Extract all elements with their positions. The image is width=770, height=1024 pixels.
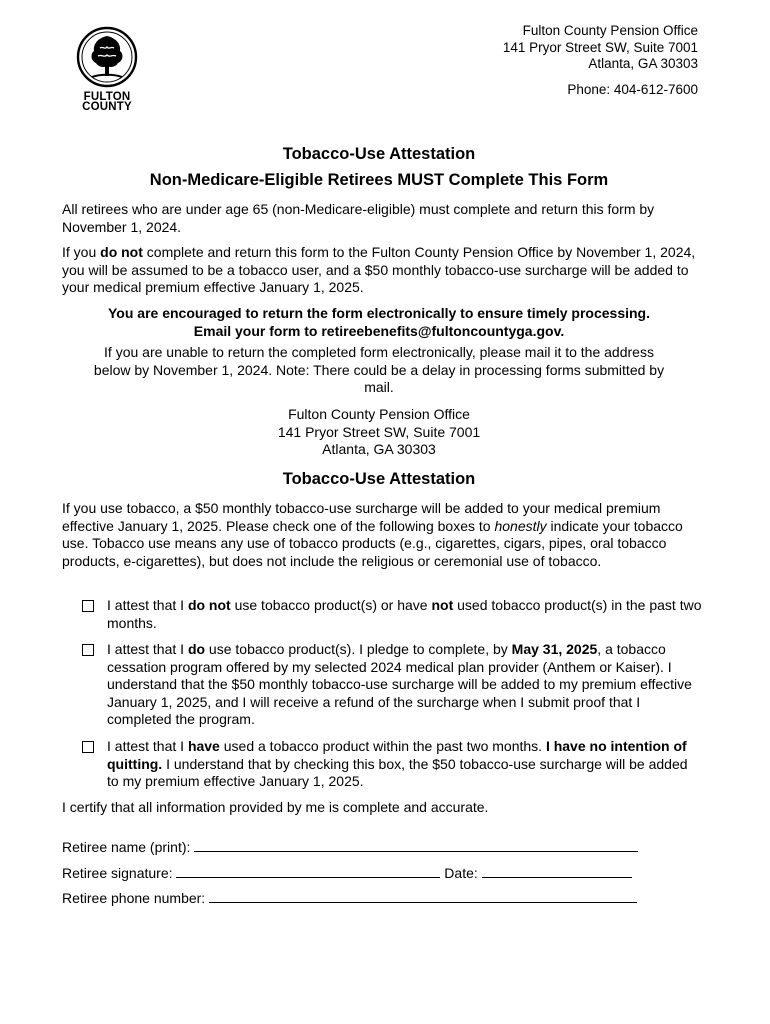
certify-statement: I certify that all information provided by me is complete and accurate.: [62, 799, 489, 815]
page-title: Tobacco-Use Attestation: [282, 145, 476, 163]
retiree-phone-label: Retiree phone number:: [62, 890, 206, 906]
intro-paragraph: All retirees who are under age 65 (non-Medicare-eligible) must complete and return this form by November 1, 2024.: [62, 201, 655, 235]
header-office: Fulton County Pension Office: [522, 23, 698, 38]
option-continuing-user-text: [107, 738, 703, 791]
checkbox-non-user[interactable]: [82, 600, 94, 612]
header-phone: Phone: 404-612-7600: [567, 81, 698, 97]
surcharge-post: indicate your tobacco use. Tobacco use means any use of tobacco products (e.g., cigarettes, cigars, pipes, oral tobacco products, e-cigarettes), but does not include the religious or ceremonial use of tobacco.: [62, 517, 683, 569]
retiree-name-row: [62, 837, 662, 856]
checkbox-quitting-user[interactable]: [82, 644, 94, 656]
retiree-name-field[interactable]: [194, 837, 638, 852]
opt1-d: not: [431, 597, 454, 613]
warning-paragraph: [62, 244, 702, 297]
mail-office: Fulton County Pension Office: [288, 406, 470, 422]
surcharge-paragraph: [62, 500, 702, 570]
logo-line-1: FULTON: [83, 91, 131, 103]
warning-pre: If you: [62, 244, 101, 260]
electronic-line-1: You are encouraged to return the form electronically to ensure timely processing.: [108, 305, 650, 321]
opt2-a: I attest that I: [107, 641, 188, 657]
attestation-heading: Tobacco-Use Attestation: [282, 470, 476, 488]
electronic-line-2: Email your form to retireebenefits@fultoncountyga.gov.: [193, 323, 565, 339]
header-city: Atlanta, GA 30303: [588, 56, 698, 71]
mail-street: 141 Pryor Street SW, Suite 7001: [277, 423, 481, 440]
header-address: [503, 23, 698, 98]
retiree-signature-label: Retiree signature:: [62, 865, 173, 881]
mail-city: Atlanta, GA 30303: [322, 441, 436, 457]
mail-note: If you are unable to return the completed form electronically, please mail it to the address below by November 1, 2024. Note: There could be a delay in processing forms submitted by mail.: [93, 344, 665, 395]
tree-seal-icon: [76, 26, 138, 88]
opt1-c: use tobacco product(s) or have: [230, 597, 432, 613]
opt2-e: , a tobacco cessation program offered by my selected 2024 medical plan provider (Anthem or Kaiser). I understand that the $50 monthly tobacco-use surcharge will be added to my premium effective January 1, 2025, and I will receive a refund of the surcharge when I submit proof that I completed the program.: [107, 641, 692, 727]
checkbox-continuing-user[interactable]: [82, 741, 94, 753]
date-label: Date:: [444, 865, 478, 881]
opt2-d: May 31, 2025: [511, 641, 598, 657]
retiree-phone-row: [62, 888, 662, 907]
surcharge-pre: If you use tobacco, a $50 monthly tobacco-use surcharge will be added to your medical premium effective January 1, 2025. Please check one of the following boxes to: [62, 500, 661, 534]
mail-address: [40, 406, 718, 459]
logo-line-2: COUNTY: [82, 101, 132, 113]
warning-bold: do not: [100, 244, 143, 260]
retiree-signature-field[interactable]: [176, 863, 440, 878]
warning-post: complete and return this form to the Fulton County Pension Office by November 1, 2024, you will be assumed to be a tobacco user, and a $50 monthly tobacco-use surcharge will be added to your medical premium effective January 1, 2025.: [62, 244, 696, 295]
surcharge-italic: honestly: [494, 517, 547, 534]
opt1-a: I attest that I: [107, 597, 188, 613]
opt3-b: have: [187, 738, 220, 754]
opt2-b: do: [187, 641, 206, 657]
opt3-c: used a tobacco product within the past two months.: [219, 738, 546, 754]
page-subtitle: Non-Medicare-Eligible Retirees MUST Complete This Form: [149, 171, 609, 189]
retiree-phone-field[interactable]: [209, 888, 637, 903]
option-quitting-user-text: [107, 641, 703, 729]
retiree-signature-row: [62, 863, 662, 882]
option-non-user-text: [107, 597, 703, 632]
opt1-b: do not: [187, 597, 231, 613]
opt3-a: I attest that I: [107, 738, 188, 754]
opt1-e: used tobacco product(s) in the past two months.: [107, 597, 702, 631]
opt3-d: I have no intention of quitting.: [107, 738, 687, 772]
header-street: 141 Pryor Street SW, Suite 7001: [502, 39, 698, 55]
retiree-name-label: Retiree name (print):: [62, 839, 191, 855]
opt3-e: I understand that by checking this box, the $50 tobacco-use surcharge will be added to my premium effective January 1, 2025.: [107, 755, 688, 789]
opt2-c: use tobacco product(s). I pledge to complete, by: [205, 641, 512, 657]
date-field[interactable]: [482, 863, 632, 878]
logo-wordmark: [76, 92, 138, 112]
fulton-county-logo: [76, 26, 142, 116]
